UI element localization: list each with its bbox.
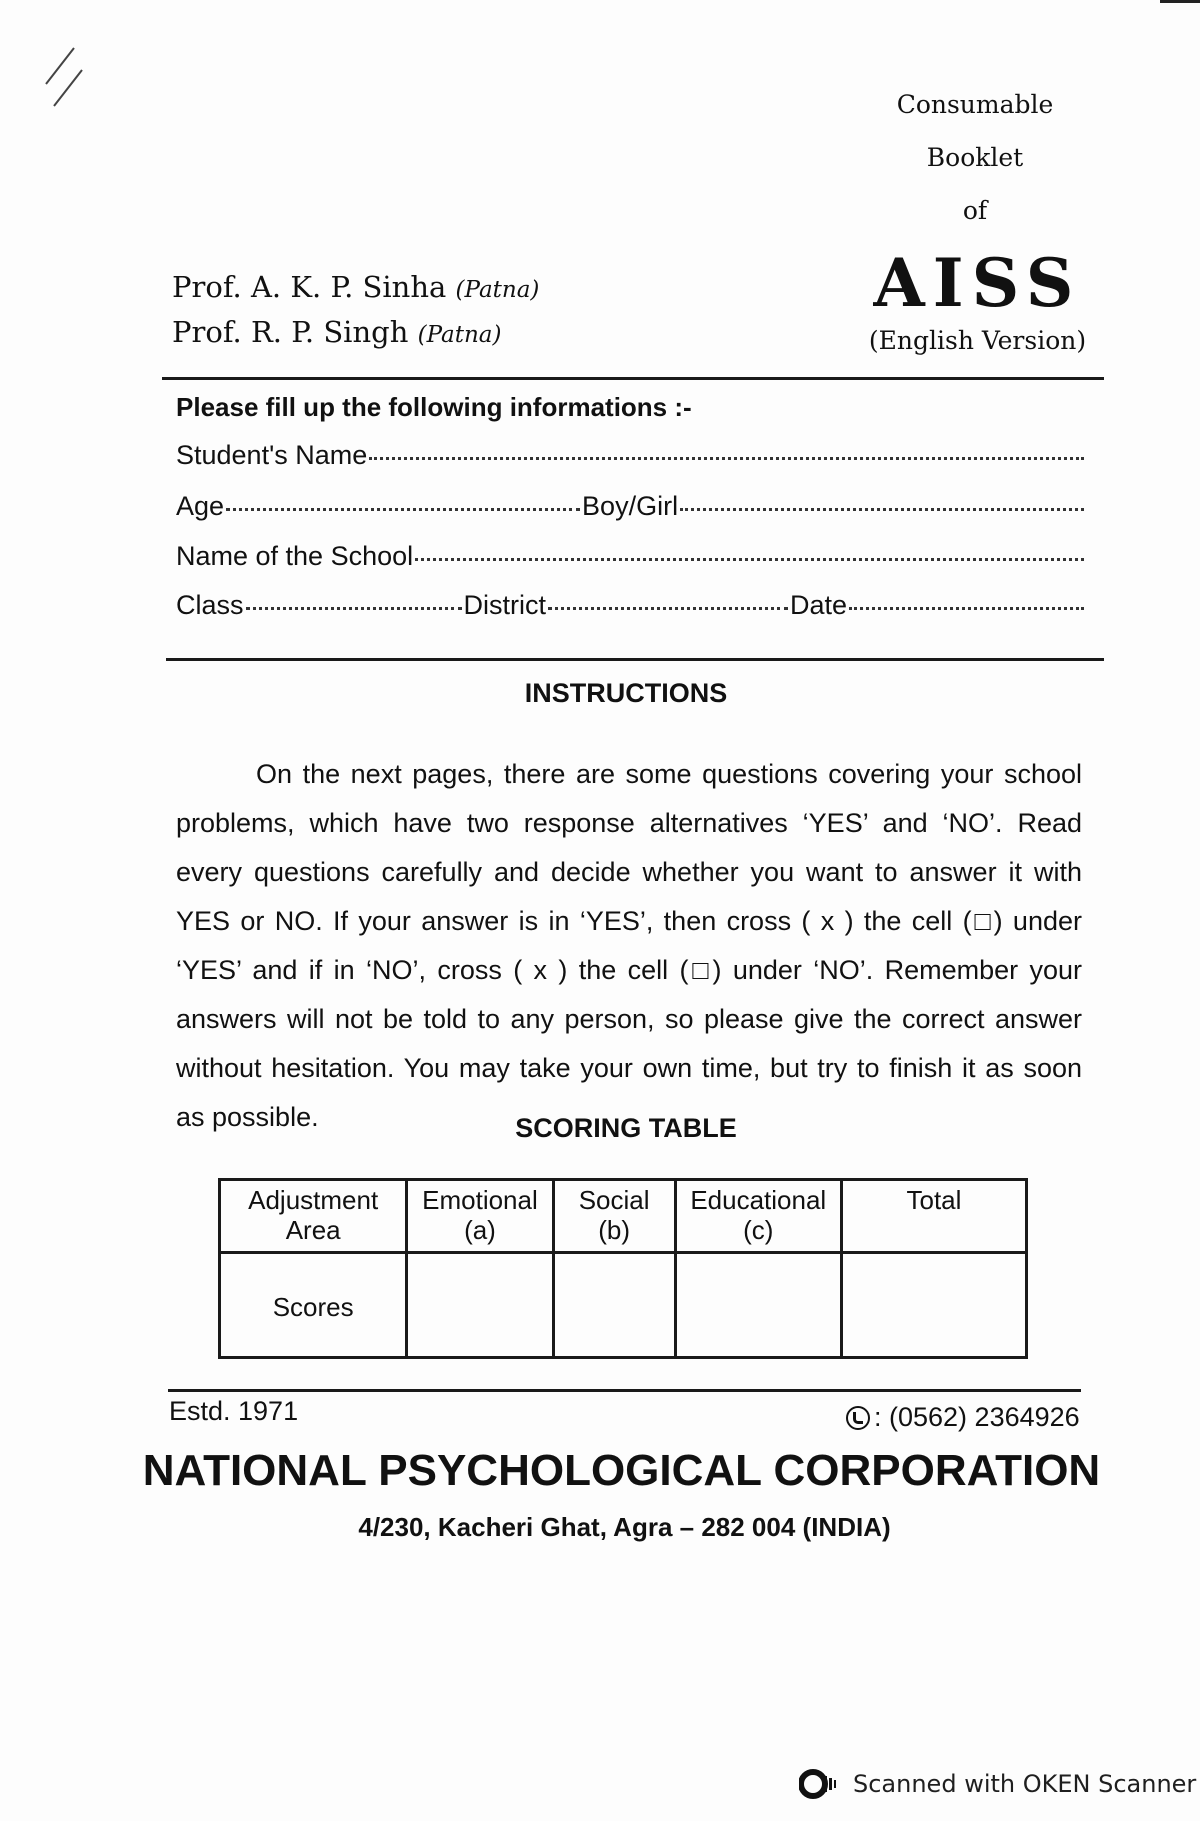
score-educational-cell[interactable] bbox=[675, 1253, 841, 1358]
author-2 bbox=[172, 311, 539, 356]
consumable-line-1: Consumable bbox=[896, 90, 1054, 119]
header-adjustment-line1: Adjustment bbox=[248, 1185, 379, 1215]
school-label: Name of the School bbox=[176, 541, 414, 571]
class-field[interactable] bbox=[246, 607, 462, 610]
age-gender-row bbox=[176, 491, 1086, 522]
consumable-line-2: Booklet bbox=[926, 143, 1024, 172]
header-emotional bbox=[407, 1180, 553, 1253]
instructions-title: INSTRUCTIONS bbox=[524, 678, 728, 708]
form-heading: Please fill up the following informations :- bbox=[176, 392, 692, 422]
publisher-address: 4/230, Kacheri Ghat, Agra – 282 004 (INDIA) bbox=[358, 1512, 891, 1542]
school-field[interactable] bbox=[415, 558, 1084, 561]
author-1-city: (Patna) bbox=[455, 277, 540, 303]
header-adjustment-line2: Area bbox=[285, 1215, 341, 1245]
boy-girl-field[interactable] bbox=[680, 508, 1084, 511]
instructions-text: On the next pages, there are some questions covering your school problems, which have two response alternatives ‘YES’ and ‘NO’. Read every questions carefully and decide whether you want to answer it with YES or NO. If your answer is in ‘YES’, then cross ( x ) the cell (□) under ‘YES’ and if in ‘NO’, cross ( x ) the cell (□) under ‘NO’. Remember your answers will not be told to any person, so please give the correct answer without hesitation. You may take your own time, but try to finish it as soon as possible. bbox=[176, 759, 1082, 1132]
scanner-watermark bbox=[799, 1768, 1196, 1800]
header-educational-line1: Educational bbox=[690, 1185, 827, 1215]
school-row bbox=[176, 541, 1086, 572]
phone-number bbox=[846, 1402, 1080, 1433]
test-title: AISS bbox=[873, 244, 1082, 322]
district-field[interactable] bbox=[548, 607, 788, 610]
divider-bottom bbox=[168, 1389, 1081, 1392]
consumable-booklet-label bbox=[870, 78, 1080, 237]
scoring-table-scores-row bbox=[220, 1253, 1027, 1358]
student-name-label: Student's Name bbox=[176, 440, 368, 470]
header-social-line2: (b) bbox=[598, 1215, 630, 1245]
score-social-cell[interactable] bbox=[553, 1253, 675, 1358]
scoring-table-header-row bbox=[220, 1180, 1027, 1253]
authors bbox=[172, 266, 539, 356]
age-field[interactable] bbox=[226, 508, 580, 511]
header-educational bbox=[675, 1180, 841, 1253]
author-2-name: Prof. R. P. Singh bbox=[172, 315, 409, 349]
established-year: Estd. 1971 bbox=[169, 1396, 299, 1426]
corner-mark bbox=[1160, 0, 1200, 3]
header-social bbox=[553, 1180, 675, 1253]
phone-text: : (0562) 2364926 bbox=[874, 1402, 1080, 1432]
header-adjustment-area bbox=[220, 1180, 407, 1253]
author-1-name: Prof. A. K. P. Sinha bbox=[172, 270, 447, 304]
header-social-line1: Social bbox=[578, 1185, 650, 1215]
header-total bbox=[841, 1180, 1026, 1253]
divider-middle bbox=[166, 658, 1104, 661]
scanner-logo-icon bbox=[799, 1768, 839, 1800]
boy-girl-label: Boy/Girl bbox=[582, 491, 679, 521]
author-2-city: (Patna) bbox=[417, 322, 502, 348]
class-district-date-row bbox=[176, 590, 1086, 621]
scanner-text: Scanned with OKEN Scanner bbox=[853, 1770, 1197, 1798]
age-label: Age bbox=[176, 491, 225, 521]
header-total-line1: Total bbox=[906, 1185, 962, 1215]
author-1 bbox=[172, 266, 539, 311]
date-label: Date bbox=[790, 590, 848, 620]
district-label: District bbox=[463, 590, 547, 620]
scores-label: Scores bbox=[220, 1253, 407, 1358]
header-emotional-line2: (a) bbox=[464, 1215, 496, 1245]
consumable-line-3: of bbox=[962, 196, 988, 225]
score-total-cell[interactable] bbox=[841, 1253, 1026, 1358]
test-version: (English Version) bbox=[868, 326, 1087, 355]
divider-top bbox=[162, 377, 1104, 380]
scoring-table-title: SCORING TABLE bbox=[515, 1113, 737, 1143]
header-emotional-line1: Emotional bbox=[422, 1185, 538, 1215]
instructions-body bbox=[176, 750, 1082, 1142]
student-name-row bbox=[176, 440, 1086, 471]
class-label: Class bbox=[176, 590, 244, 620]
header-educational-line2: (c) bbox=[743, 1215, 774, 1245]
date-field[interactable] bbox=[849, 607, 1084, 610]
scoring-table bbox=[218, 1178, 1028, 1359]
pen-mark-icon bbox=[40, 40, 120, 130]
student-name-field[interactable] bbox=[369, 457, 1084, 460]
score-emotional-cell[interactable] bbox=[407, 1253, 553, 1358]
phone-icon bbox=[846, 1406, 870, 1430]
publisher-name: NATIONAL PSYCHOLOGICAL CORPORATION bbox=[142, 1446, 1101, 1495]
